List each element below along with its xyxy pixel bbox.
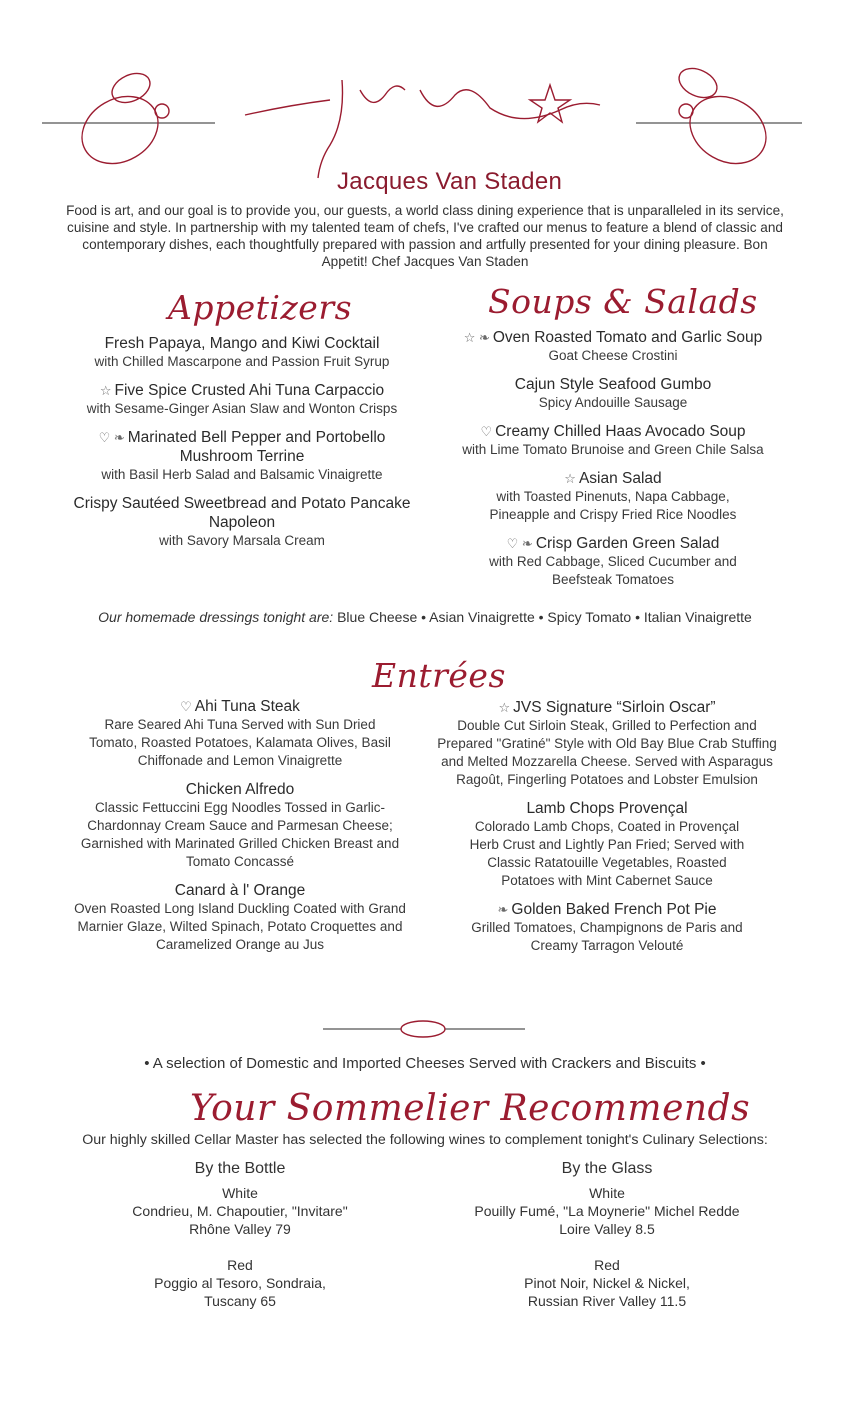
heart-icon: ♡ [180, 699, 192, 714]
menu-item [70, 881, 410, 954]
divider-icon [320, 1014, 530, 1044]
glass-white-line2: Loire Valley 8.5 [559, 1221, 655, 1237]
bottle-red-label: Red [227, 1257, 253, 1273]
item-desc: Oven Roasted Long Island Duckling Coated with Grand Marnier Glaze, Wilted Spinach, Potato Croquettes and Caramelized Orange au Jus [74, 901, 406, 952]
item-name: ☆ ❧ Oven Roasted Tomato and Garlic Soup [463, 329, 763, 346]
item-name: ☆ Five Spice Crusted Ahi Tuna Carpaccio [99, 382, 385, 399]
wine-glass-column [447, 1160, 767, 1310]
glass-red-line1: Pinot Noir, Nickel & Nickel, [524, 1275, 690, 1291]
spacer [447, 1238, 767, 1256]
wine-bottle-column [90, 1160, 390, 1310]
item-desc: Goat Cheese Crostini [548, 348, 678, 363]
item-desc: with Savory Marsala Cream [159, 533, 325, 548]
item-name: ♡ Ahi Tuna Steak [180, 698, 300, 715]
appetizers-title: Appetizers [168, 288, 353, 327]
item-desc: Double Cut Sirloin Steak, Grilled to Perfection and Prepared "Gratiné" Style with Old Bay Blue Crab Stuffing and Melted Mozzarella Cheese. Served with Asparagus Ragoût, Fingerling Potatoes and Lobster Emulsion [437, 718, 777, 787]
item-name: Chicken Alfredo [185, 781, 295, 798]
item-desc: with Basil Herb Salad and Balsamic Vinaigrette [101, 467, 383, 482]
item-desc: with Red Cabbage, Sliced Cucumber and Beefsteak Tomatoes [489, 554, 737, 587]
sommelier-subtitle: Our highly skilled Cellar Master has selected the following wines to complement tonight's Culinary Selections: [82, 1132, 768, 1148]
dressings-list: Blue Cheese • Asian Vinaigrette • Spicy Tomato • Italian Vinaigrette [337, 609, 752, 625]
item-desc: Spicy Andouille Sausage [538, 395, 688, 410]
item-name: ☆ JVS Signature “Sirloin Oscar” [498, 699, 716, 716]
item-name: ❧ Golden Baked French Pot Pie [497, 901, 717, 918]
star-icon: ☆ [498, 700, 511, 715]
menu-item [438, 422, 788, 459]
menu-item [436, 900, 778, 955]
glass-red-line2: Russian River Valley 11.5 [527, 1293, 687, 1309]
cheese-line: • A selection of Domestic and Imported Cheeses Served with Crackers and Biscuits • [144, 1055, 706, 1072]
glass-white-line1: Pouilly Fumé, "La Moynerie" Michel Redde [474, 1203, 740, 1219]
item-desc: Grilled Tomatoes, Champignons de Paris and Creamy Tarragon Velouté [471, 920, 743, 953]
item-desc: with Sesame-Ginger Asian Slaw and Wonton Crisps [86, 401, 398, 416]
dressings-line [60, 609, 790, 625]
menu-item [70, 780, 410, 871]
menu-item [438, 375, 788, 412]
item-desc: with Chilled Mascarpone and Passion Fruit Syrup [94, 354, 390, 369]
entrees-right [436, 698, 778, 955]
appetizers-list [62, 334, 422, 550]
menu-item [70, 697, 410, 770]
heart-leaf-icon: ♡ ❧ [506, 536, 533, 551]
item-name: Cajun Style Seafood Gumbo [514, 376, 712, 393]
star-leaf-icon: ☆ ❧ [463, 330, 490, 345]
bottle-white-line1: Condrieu, M. Chapoutier, "Invitare" [132, 1203, 348, 1219]
dressings-lead: Our homemade dressings tonight are: [98, 609, 334, 625]
item-name: ☆ Asian Salad [564, 470, 662, 487]
menu-item [438, 469, 788, 524]
menu-item [62, 334, 422, 371]
bottle-white-label: White [222, 1185, 258, 1201]
heart-icon: ♡ [480, 424, 493, 439]
soups-title: Soups & Salads [488, 282, 758, 321]
star-icon: ☆ [564, 471, 576, 486]
menu-item [438, 534, 788, 589]
bottle-red-line2: Tuscany 65 [204, 1293, 276, 1309]
item-name: Crispy Sautéed Sweetbread and Potato Pancake Napoleon [73, 495, 411, 531]
menu-item [62, 494, 422, 550]
item-desc: Rare Seared Ahi Tuna Served with Sun Dried Tomato, Roasted Potatoes, Kalamata Olives, Basil Chiffonade and Lemon Vinaigrette [89, 717, 391, 768]
menu-item [62, 381, 422, 418]
bottle-heading: By the Bottle [194, 1160, 286, 1177]
bottle-white-line2: Rhône Valley 79 [189, 1221, 291, 1237]
menu-item [438, 328, 788, 365]
item-name: Lamb Chops Provençal [526, 800, 688, 817]
glass-red-label: Red [594, 1257, 620, 1273]
item-name: Fresh Papaya, Mango and Kiwi Cocktail [104, 335, 380, 352]
spacer [90, 1238, 390, 1256]
leaf-icon: ❧ [497, 902, 509, 917]
header-logo [0, 50, 850, 195]
menu-item [436, 799, 778, 890]
soups-list [438, 328, 788, 589]
item-name: ♡ Creamy Chilled Haas Avocado Soup [480, 423, 746, 440]
menu-item [62, 428, 422, 484]
glass-heading: By the Glass [561, 1160, 653, 1177]
item-name: ♡ ❧ Crisp Garden Green Salad [506, 535, 720, 552]
item-name: Canard à l' Orange [174, 882, 306, 899]
item-desc: Classic Fettuccini Egg Noodles Tossed in Garlic-Chardonnay Cream Sauce and Parmesan Cheese; Garnished with Marinated Grilled Chicken Breast and Tomato Concassé [80, 800, 400, 869]
sommelier-title: Your Sommelier Recommends [190, 1088, 751, 1129]
intro-text: Food is art, and our goal is to provide you, our guests, a world class dining experience that is unparalleled in its service, cuisine and style. In partnership with my talented team of chefs, I've crafted our menus to feature a blend of classic and contemporary dishes, each thoughtfully prepared with passion and artfully presented for your dining pleasure. Bon Appetit! Chef Jacques Van Staden [66, 203, 784, 269]
item-desc: Colorado Lamb Chops, Coated in Provençal Herb Crust and Lightly Pan Fried; Served with Classic Ratatouille Vegetables, Roasted Potatoes with Mint Cabernet Sauce [469, 819, 745, 888]
item-desc: with Toasted Pinenuts, Napa Cabbage, Pineapple and Crispy Fried Rice Noodles [489, 489, 737, 522]
entrees-title: Entrées [372, 656, 506, 695]
glass-white-label: White [589, 1185, 625, 1201]
logo-name: Jacques Van Staden [337, 168, 563, 195]
menu-item [436, 698, 778, 789]
item-desc: with Lime Tomato Brunoise and Green Chile Salsa [462, 442, 764, 457]
item-name: ♡ ❧ Marinated Bell Pepper and Portobello Mushroom Terrine [98, 429, 386, 465]
star-icon: ☆ [99, 383, 112, 398]
heart-leaf-icon: ♡ ❧ [98, 430, 125, 445]
bottle-red-line1: Poggio al Tesoro, Sondraia, [154, 1275, 326, 1291]
entrees-left [70, 697, 410, 954]
